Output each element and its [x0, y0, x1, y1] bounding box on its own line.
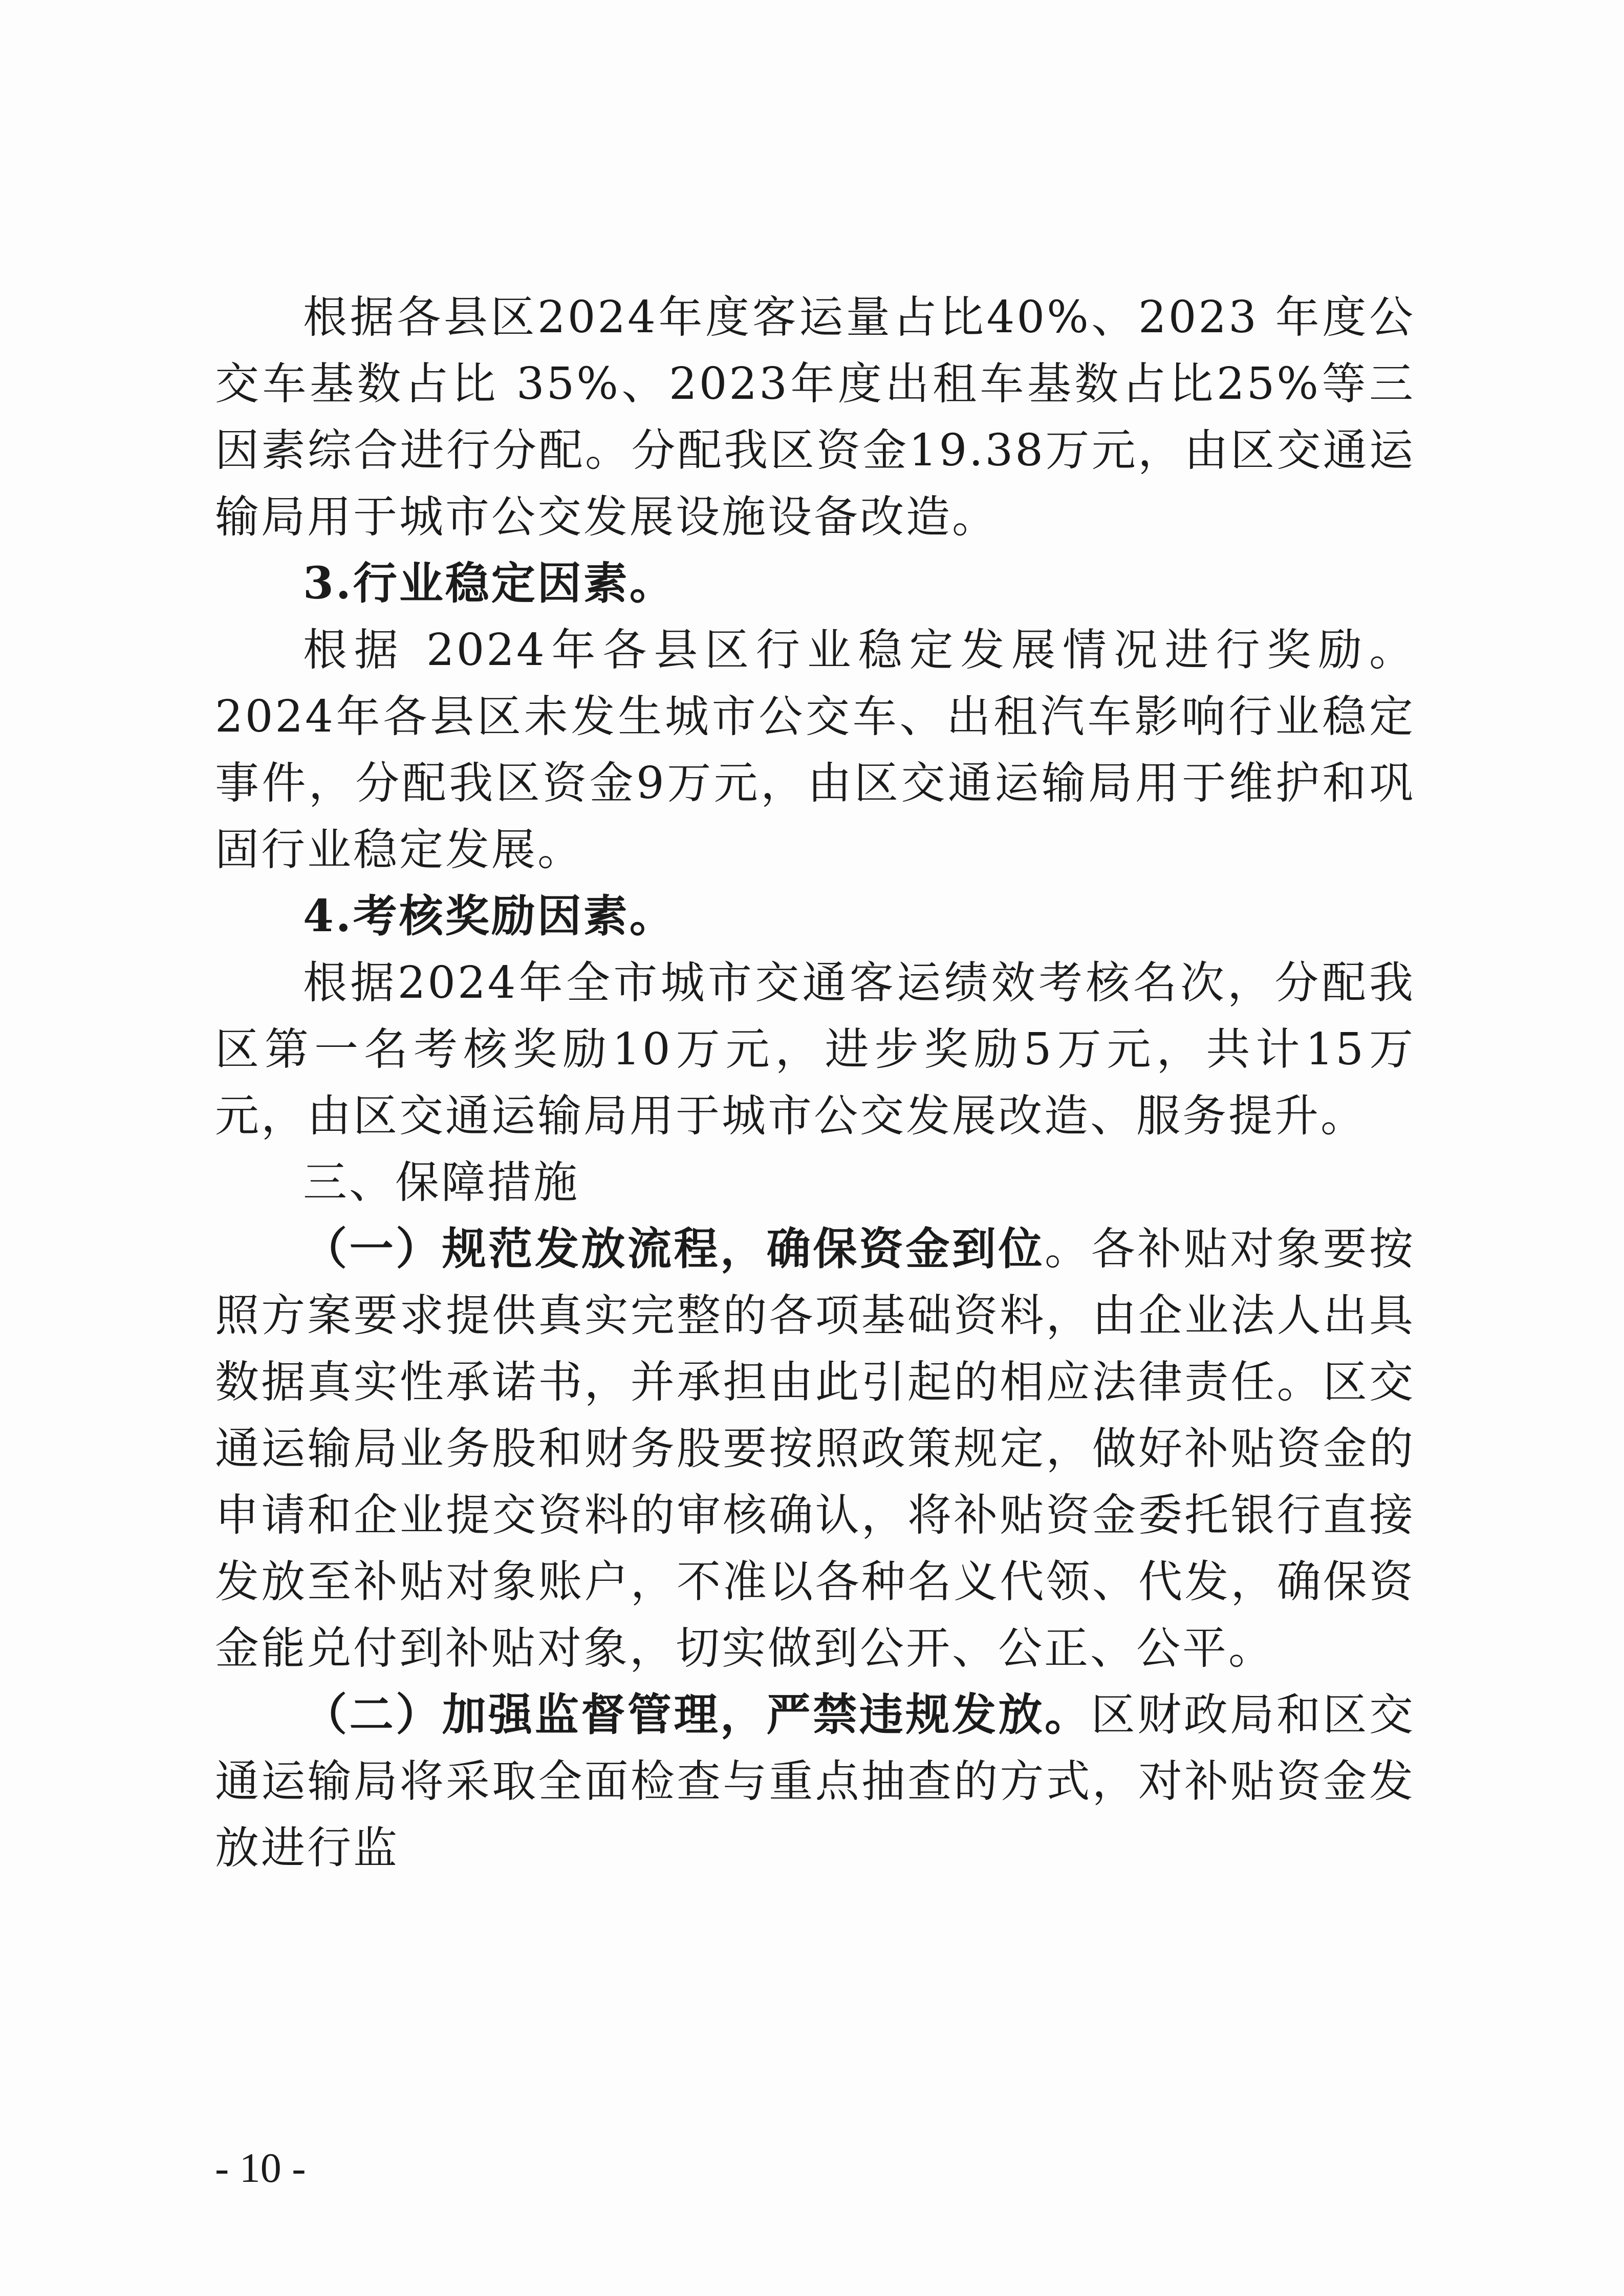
heading-assessment-reward: 4.考核奖励因素。 [303, 890, 676, 942]
paragraph-passenger-factor: 根据各县区2024年度客运量占比40%、2023 年度公交车基数占比 35%、2023年度出租车基数占比25%等三因素综合进行分配。分配我区资金19.38万元，由区交通运输局用于城市公交发展设施设备改造。 [215, 292, 1415, 543]
measure-1-lead: （一）规范发放流程，确保资金到位 [303, 1223, 1045, 1275]
document-body [215, 284, 1415, 1881]
heading-industry-stability: 3.行业稳定因素。 [303, 557, 676, 609]
measure-2-lead: （二）加强监督管理，严禁违规发放。 [303, 1689, 1091, 1741]
section-title-safeguards: 三、保障措施 [303, 1157, 579, 1208]
page-number: - 10 - [215, 2144, 306, 2191]
paragraph-measure-2 [215, 1682, 1415, 1881]
measure-2-body: 区财政局和区交通运输局将采取全面检查与重点抽查的方式，对补贴资金发放进行监 [215, 1689, 1416, 1874]
paragraph-measure-1 [215, 1216, 1415, 1682]
measure-1-body: 。各补贴对象要按照方案要求提供真实完整的各项基础资料，由企业法人出具数据真实性承诺书，并承担由此引起的相应法律责任。区交通运输局业务股和财务股要按照政策规定，做好补贴资金的申请和企业提交资料的审核确认，将补贴资金委托银行直接发放至补贴对象账户，不准以各种名义代领、代发，确保资金能兑付到补贴对象，切实做到公开、公正、公平。 [215, 1224, 1416, 1674]
paragraph-industry-stability: 根据 2024年各县区行业稳定发展情况进行奖励。2024年各县区未发生城市公交车、出租汽车影响行业稳定事件，分配我区资金9万元，由区交通运输局用于维护和巩固行业稳定发展。 [215, 625, 1415, 875]
paragraph-assessment-reward: 根据2024年全市城市交通客运绩效考核名次，分配我区第一名考核奖励10万元，进步奖励5万元，共计15万元，由区交通运输局用于城市公交发展改造、服务提升。 [215, 957, 1415, 1142]
